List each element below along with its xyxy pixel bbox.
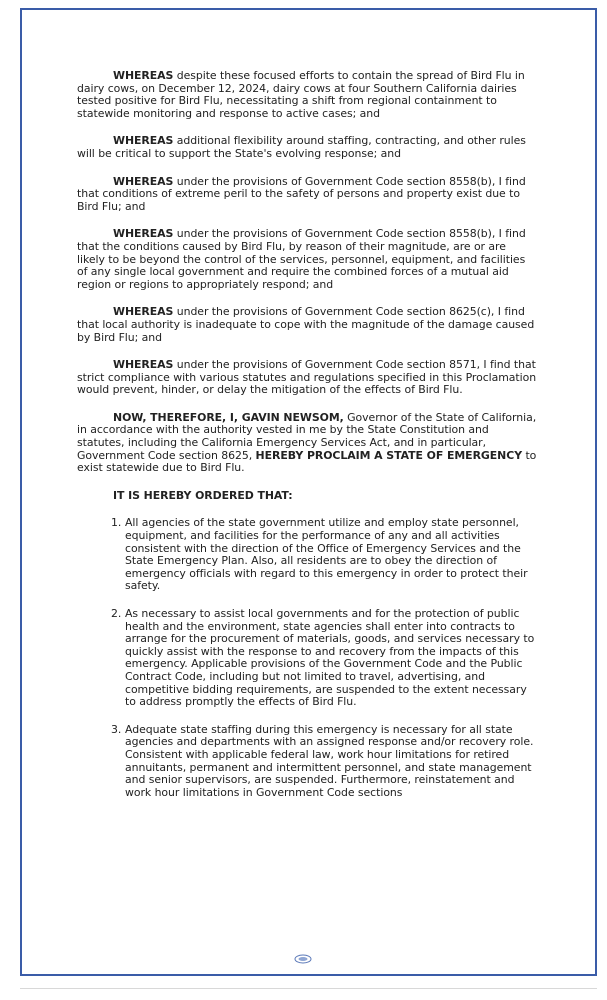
whereas-paragraph: WHEREAS additional flexibility around staffing, contracting, and other rules will be critical to support the State's evolving response; and xyxy=(77,134,526,160)
ordered-heading: IT IS HEREBY ORDERED THAT: xyxy=(113,488,293,502)
order-number: 3. xyxy=(111,722,122,736)
scan-edge xyxy=(20,988,597,989)
proclamation-paragraph: NOW, THEREFORE, I, GAVIN NEWSOM, Governor of the State of California, in accordance with the authority vested in me by the State Constitution and statutes, including the California Emergency Services Act, and in particular, Government Code section 8625, HEREBY PROCLAIM A STATE OF EMERGENCY to exist statewide due to Bird Flu. xyxy=(77,410,537,475)
whereas-paragraph: WHEREAS despite these focused efforts to contain the spread of Bird Flu in dairy cows, on December 12, 2024, dairy cows at four Southern California dairies tested positive for Bird Flu, necessitating a shift from regional containment to statewide monitoring and response to active cases; and xyxy=(77,69,525,120)
document-body xyxy=(77,70,537,814)
whereas-paragraph: WHEREAS under the provisions of Government Code section 8558(b), I find that the conditions caused by Bird Flu, by reason of their magnitude, are or are likely to be beyond the control of the services, personnel, equipment, and facilities of any single local government and require the combined forces of a mutual aid region or regions to appropriately respond; and xyxy=(77,227,526,291)
whereas-paragraph: WHEREAS under the provisions of Government Code section 8625(c), I find that local authority is inadequate to cope with the magnitude of the damage caused by Bird Flu; and xyxy=(77,305,535,344)
order-number: 1. xyxy=(111,516,122,530)
order-item xyxy=(77,517,537,593)
order-item xyxy=(77,608,537,709)
seal-icon xyxy=(294,954,312,964)
whereas-paragraph: WHEREAS under the provisions of Government Code section 8558(b), I find that conditions of extreme peril to the safety of persons and property exist due to Bird Flu; and xyxy=(77,174,526,213)
order-number: 2. xyxy=(111,607,122,620)
whereas-paragraph: WHEREAS under the provisions of Government Code section 8571, I find that strict compliance with various statutes and regulations specified in this Proclamation would prevent, hinder, or delay the mitigation of the effects of Bird Flu. xyxy=(77,358,537,397)
order-list xyxy=(77,517,537,799)
order-text: All agencies of the state government utilize and employ state personnel, equipment, and facilities for the performance of any and all activities consistent with the direction of the Office of Emergency Services and the State Emergency Plan. Also, all residents are to obey the direction of emergency officials with regard to this emergency in order to protect their safety. xyxy=(125,516,528,593)
order-text: As necessary to assist local governments and for the protection of public health and the environment, state agencies shall enter into contracts to arrange for the procurement of materials, goods, and services necessary to quickly assist with the response to and recovery from the impacts of this emergency. Applicable provisions of the Government Code and the Public Contract Code, including but not limited to travel, advertising, and competitive bidding requirements, are suspended to the extent necessary to address promptly the effects of Bird Flu. xyxy=(125,607,535,709)
order-text: Adequate state staffing during this emergency is necessary for all state agencies and departments with an assigned response and/or recovery role. Consistent with applicable federal law, work hour limitations for retired annuitants, permanent and intermittent personnel, and state management and senior supervisors, are suspended. Furthermore, reinstatement and work hour limitations in Government Code sections xyxy=(125,722,534,799)
order-item xyxy=(77,724,537,800)
